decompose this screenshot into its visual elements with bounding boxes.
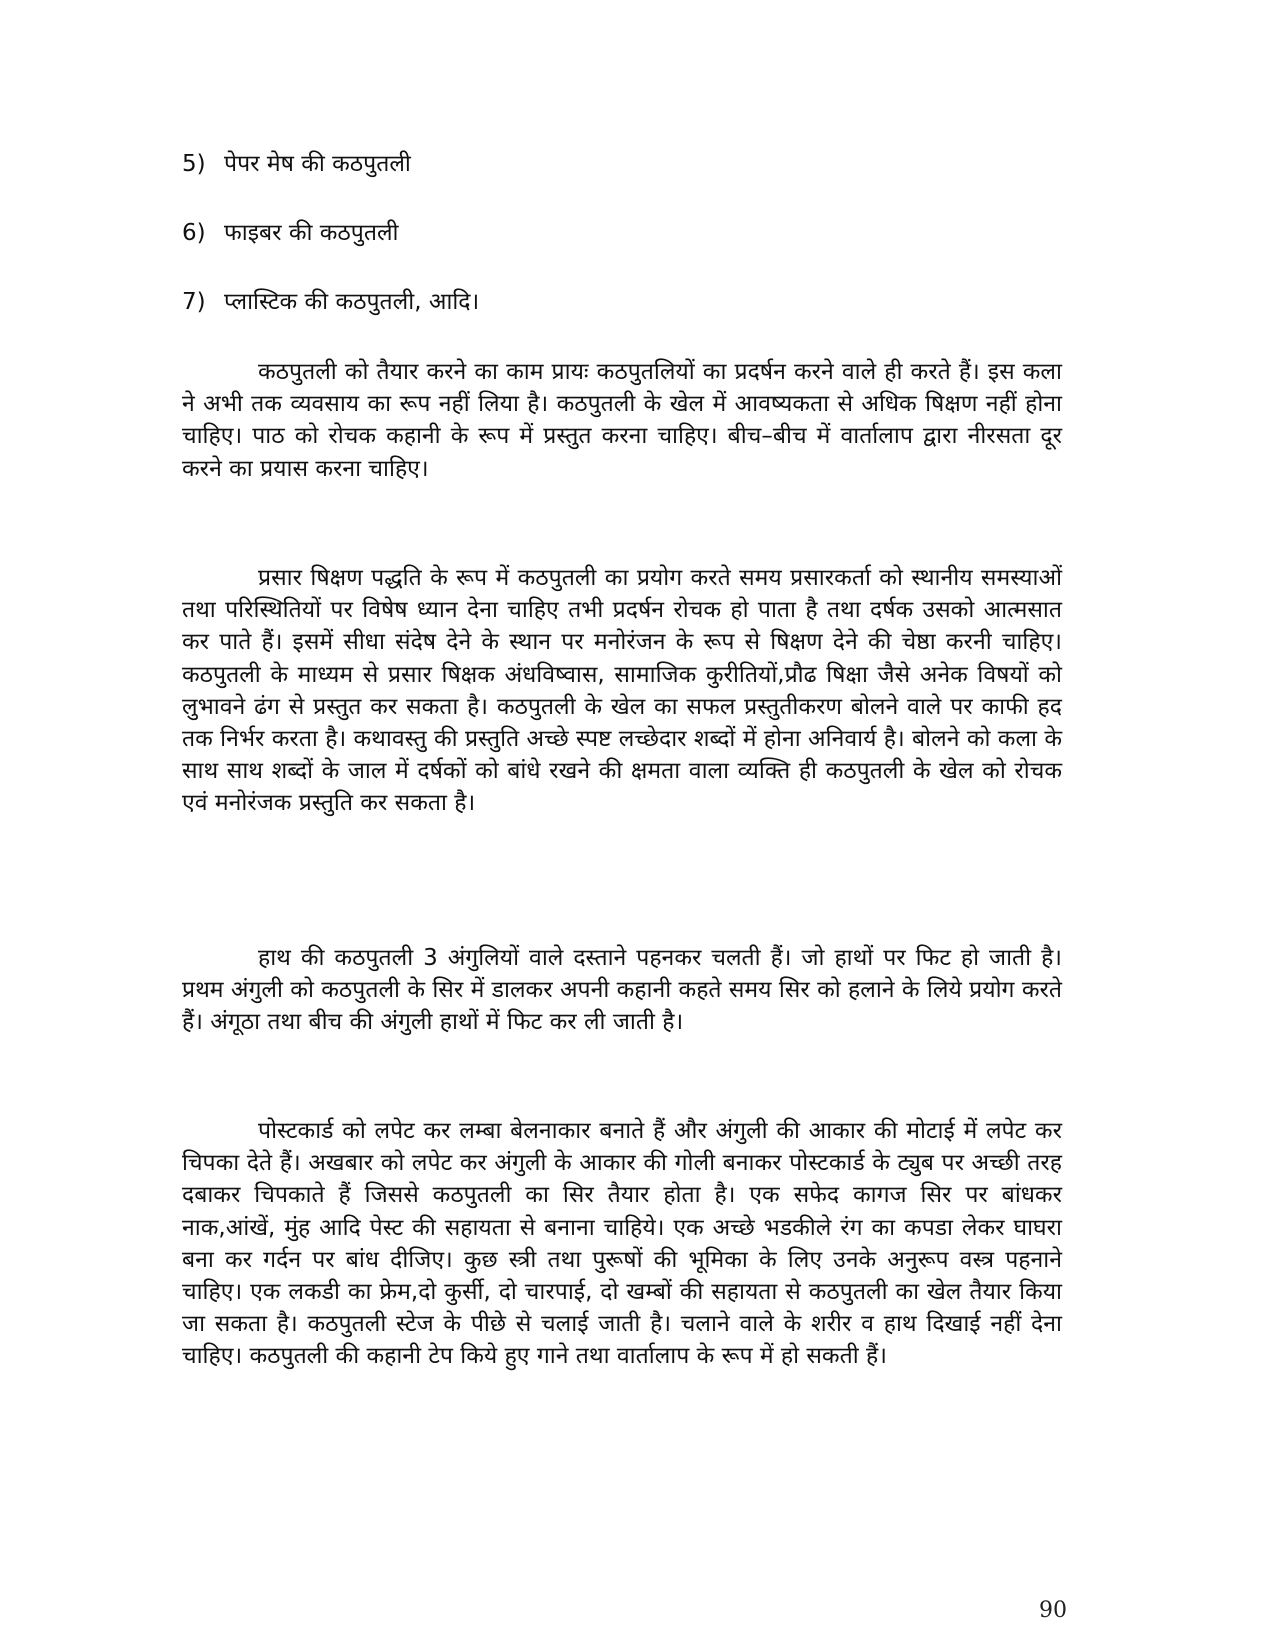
list-item-text: पेपर मेष की कठपुतली [224, 151, 411, 177]
puppet-types-list [182, 148, 1062, 355]
list-item [182, 286, 1062, 318]
list-item [182, 148, 1062, 180]
list-item-number: 6) [182, 220, 206, 246]
list-item-text: फाइबर की कठपुतली [224, 220, 399, 246]
list-item [182, 217, 1062, 249]
list-item-number: 7) [182, 289, 206, 315]
paragraph-puppet-preparation: कठपुतली को तैयार करने का काम प्रायः कठपुतलियों का प्रदर्षन करने वाले ही करते हैं। इस कला ने अभी तक व्यवसाय का रूप नहीं लिया है। कठपुतली के खेल में आवष्यकता से अधिक षिक्षण नहीं होना चाहिए। पाठ को रोचक कहानी के रूप में प्रस्तुत करना चाहिए। बीच–बीच में वार्तालाप द्वारा नीरसता दूर करने का प्रयास करना चाहिए। [182, 359, 1062, 482]
paragraph-hand-puppet: हाथ की कठपुतली 3 अंगुलियों वाले दस्ताने पहनकर चलती हैं। जो हाथों पर फिट हो जाती है। प्रथम अंगुली को कठपुतली के सिर में डालकर अपनी कहानी कहते समय सिर को हलाने के लिये प्रयोग करते हैं। अंगूठा तथा बीच की अंगुली हाथों में फिट कर ली जाती है। [182, 945, 1062, 1036]
list-item-text: प्लास्टिक की कठपुतली, आदि। [224, 289, 480, 315]
list-item-number: 5) [182, 151, 206, 177]
paragraph-extension-teaching: प्रसार षिक्षण पद्धति के रूप में कठपुतली का प्रयोग करते समय प्रसारकर्ता को स्थानीय समस्याओं तथा परिस्थितियों पर विषेष ध्यान देना चाहिए तभी प्रदर्षन रोचक हो पाता है तथा दर्षक उसको आत्मसात कर पाते हैं। इसमें सीधा संदेष देने के स्थान पर मनोरंजन के रूप से षिक्षण देने की चेष्ठा करनी चाहिए। कठपुतली के माध्यम से प्रसार षिक्षक अंधविष्वास, सामाजिक कुरीतियों,प्रौढ षिक्षा जैसे अनेक विषयों को लुभावने ढंग से प्रस्तुत कर सकता है। कठपुतली के खेल का सफल प्रस्तुतीकरण बोलने वाले पर काफी हद तक निर्भर करता है। कथावस्तु की प्रस्तुति अच्छे स्पष्ट लच्छेदार शब्दों में होना अनिवार्य है। बोलने को कला के साथ साथ शब्दों के जाल में दर्षकों को बांधे रखने की क्षमता वाला व्यक्ति ही कठपुतली के खेल को रोचक एवं मनोरंजक प्रस्तुति कर सकता है। [182, 565, 1062, 817]
paragraph-postcard-puppet: पोस्टकार्ड को लपेट कर लम्बा बेलनाकार बनाते हैं और अंगुली की आकार की मोटाई में लपेट कर चिपका देते हैं। अखबार को लपेट कर अंगुली के आकार की गोली बनाकर पोस्टकार्ड के ट्युब पर अच्छी तरह दबाकर चिपकाते हैं जिससे कठपुतली का सिर तैयार होता है। एक सफेद कागज सिर पर बांधकर नाक,आंखें, मुंह आदि पेस्ट की सहायता से बनाना चाहिये। एक अच्छे भडकीले रंग का कपडा लेकर घाघरा बना कर गर्दन पर बांध दीजिए। कुछ स्त्री तथा पुरूषों की भूमिका के लिए उनके अनुरूप वस्त्र पहनाने चाहिए। एक लकडी का फ्रेम,दो कुर्सी, दो चारपाई, दो खम्बों की सहायता से कठपुतली का खेल तैयार किया जा सकता है। कठपुतली स्टेज के पीछे से चलाई जाती है। चलाने वाले के शरीर व हाथ दिखाई नहीं देना चाहिए। कठपुतली की कहानी टेप किये हुए गाने तथा वार्तालाप के रूप में हो सकती हैं। [182, 1118, 1062, 1370]
page-number: 90 [1039, 1598, 1067, 1623]
